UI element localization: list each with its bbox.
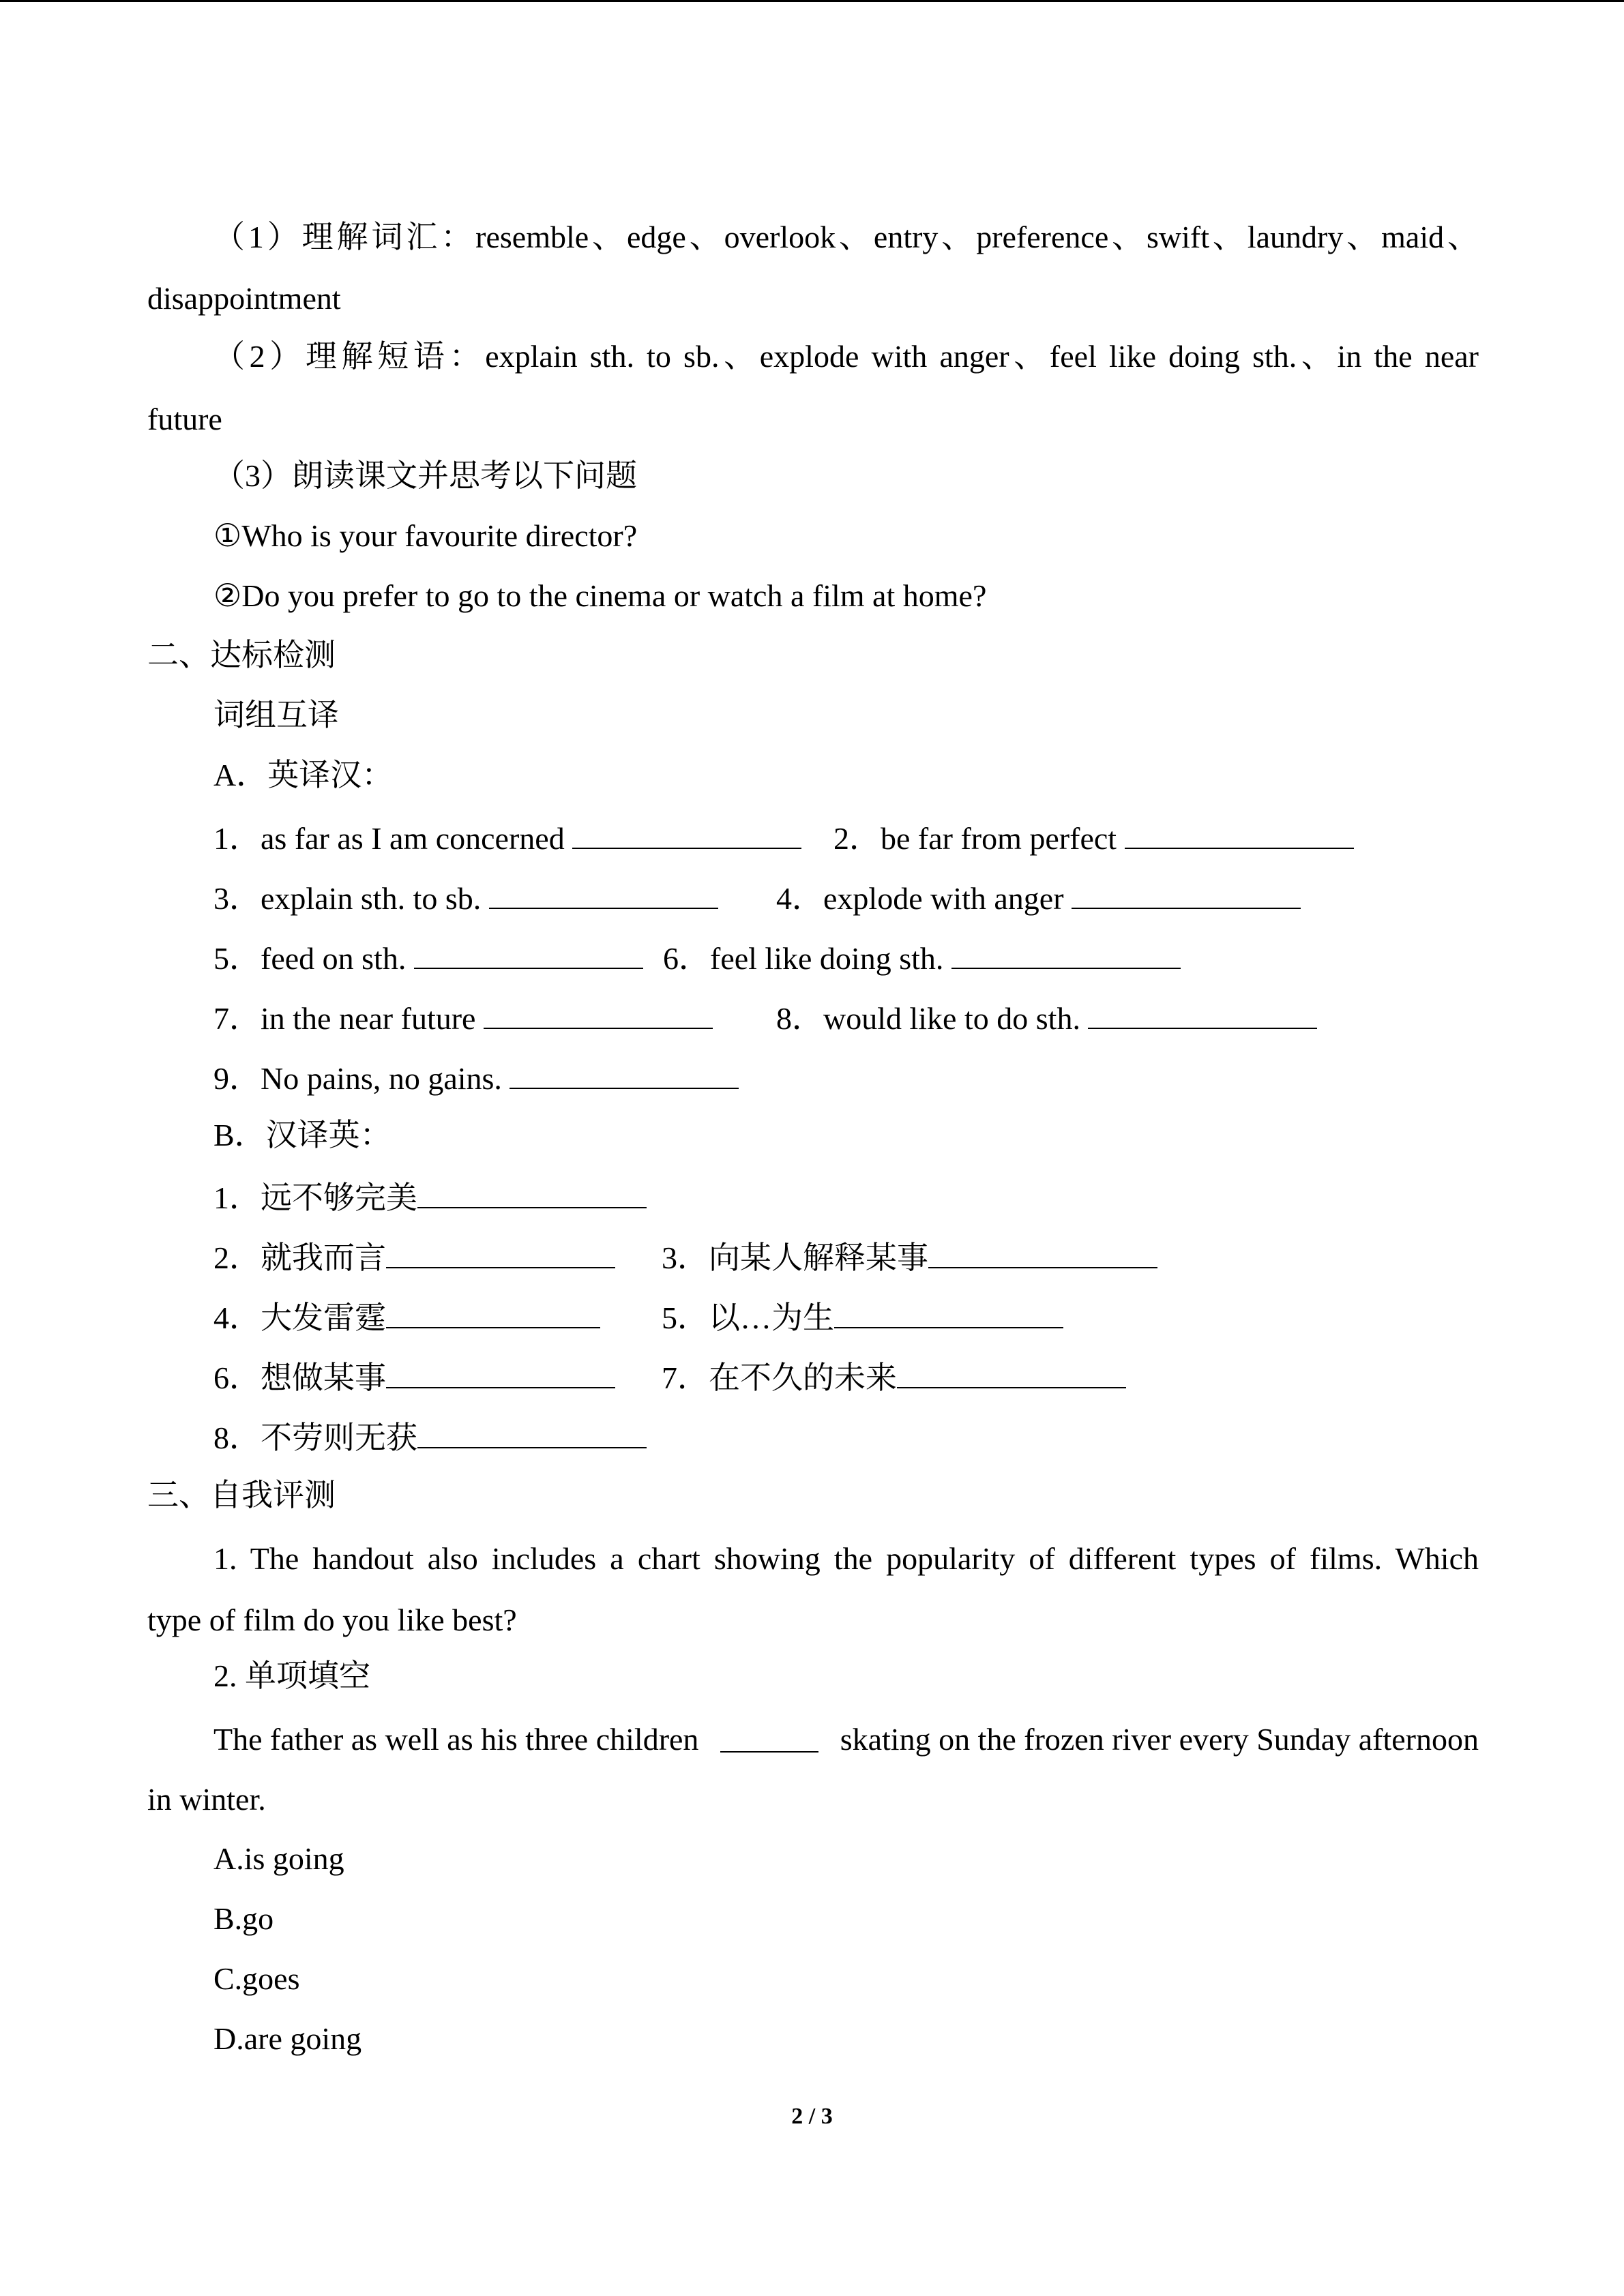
answer-blank[interactable] xyxy=(951,940,1181,969)
option-a[interactable]: A.is going xyxy=(213,1841,344,1876)
option-c[interactable]: C.goes xyxy=(213,1961,300,1996)
reading-task: （3）朗读课文并思考以下问题 xyxy=(213,458,637,493)
translation-item: 8．would like to do sth. xyxy=(776,1000,1317,1034)
answer-blank[interactable] xyxy=(834,1300,1063,1328)
self-test-question: 1. The handout also includes a chart showing the popularity of different types of films. Which xyxy=(213,1541,1479,1576)
option-b[interactable]: B.go xyxy=(213,1901,274,1936)
option-d[interactable]: D.are going xyxy=(213,2021,362,2056)
part-b-label: B．汉译英： xyxy=(213,1118,392,1152)
phrase-item: （2）理解短语：explain sth. to sb.、explode with anger、feel like doing sth.、in the near xyxy=(213,339,1479,374)
page-number: 2 / 3 xyxy=(791,2104,833,2129)
translation-item: 7．在不久的未来 xyxy=(662,1360,1126,1394)
translation-item: 4．大发雷霆 xyxy=(213,1300,600,1334)
section-heading: 二、达标检测 xyxy=(147,638,336,672)
answer-blank[interactable] xyxy=(897,1360,1126,1388)
answer-blank[interactable] xyxy=(417,1180,647,1208)
answer-blank[interactable] xyxy=(386,1300,600,1328)
multiple-choice-stem: The father as well as his three children skating on the frozen river every Sunday afternoon xyxy=(213,1722,1479,1757)
phrase-item-continuation: future xyxy=(147,402,222,436)
answer-blank[interactable] xyxy=(1125,820,1354,849)
answer-blank[interactable] xyxy=(414,940,643,969)
translation-item: 9．No pains, no gains. xyxy=(213,1060,739,1094)
translation-item: 8．不劳则无获 xyxy=(213,1420,647,1454)
answer-blank[interactable] xyxy=(417,1420,647,1448)
answer-blank[interactable] xyxy=(489,880,718,909)
vocab-item-continuation: disappointment xyxy=(147,281,341,316)
answer-blank[interactable] xyxy=(572,820,801,849)
translation-item: 2．就我而言 xyxy=(213,1240,615,1274)
section-heading: 三、自我评测 xyxy=(147,1478,336,1512)
translation-item: 3．explain sth. to sb. xyxy=(213,880,718,914)
answer-blank[interactable] xyxy=(1072,880,1301,909)
answer-blank[interactable] xyxy=(484,1000,713,1029)
answer-blank[interactable] xyxy=(928,1240,1157,1268)
translation-item: 6．想做某事 xyxy=(213,1360,615,1394)
translation-item: 5．以…为生 xyxy=(662,1300,1063,1334)
answer-blank[interactable] xyxy=(720,1724,818,1753)
multiple-choice-stem-continuation: in winter. xyxy=(147,1782,266,1817)
part-a-label: A．英译汉： xyxy=(213,758,394,792)
translation-item: 6．feel like doing sth. xyxy=(663,940,1181,974)
question-2: ②Do you prefer to go to the cinema or watch a film at home? xyxy=(213,578,987,613)
section-subheading: 词组互译 xyxy=(213,698,339,732)
multiple-choice-label: 2. 单项填空 xyxy=(213,1658,370,1693)
answer-blank[interactable] xyxy=(1088,1000,1317,1029)
translation-item: 4．explode with anger xyxy=(776,880,1301,914)
question-1: ①Who is your favourite director? xyxy=(213,518,638,553)
translation-item: 7．in the near future xyxy=(213,1000,713,1034)
vocab-item: （1）理解词汇：resemble、edge、overlook、entry、preference、swift、laundry、maid、 xyxy=(213,220,1479,254)
translation-item: 1．远不够完美 xyxy=(213,1180,647,1214)
translation-item: 2．be far from perfect xyxy=(833,820,1354,854)
answer-blank[interactable] xyxy=(386,1240,615,1268)
translation-item: 1．as far as I am concerned xyxy=(213,820,801,854)
answer-blank[interactable] xyxy=(386,1360,615,1388)
answer-blank[interactable] xyxy=(510,1060,739,1089)
translation-item: 5．feed on sth. xyxy=(213,940,643,974)
top-rule xyxy=(0,0,1624,2)
self-test-question-continuation: type of film do you like best? xyxy=(147,1602,517,1637)
translation-item: 3．向某人解释某事 xyxy=(662,1240,1157,1274)
